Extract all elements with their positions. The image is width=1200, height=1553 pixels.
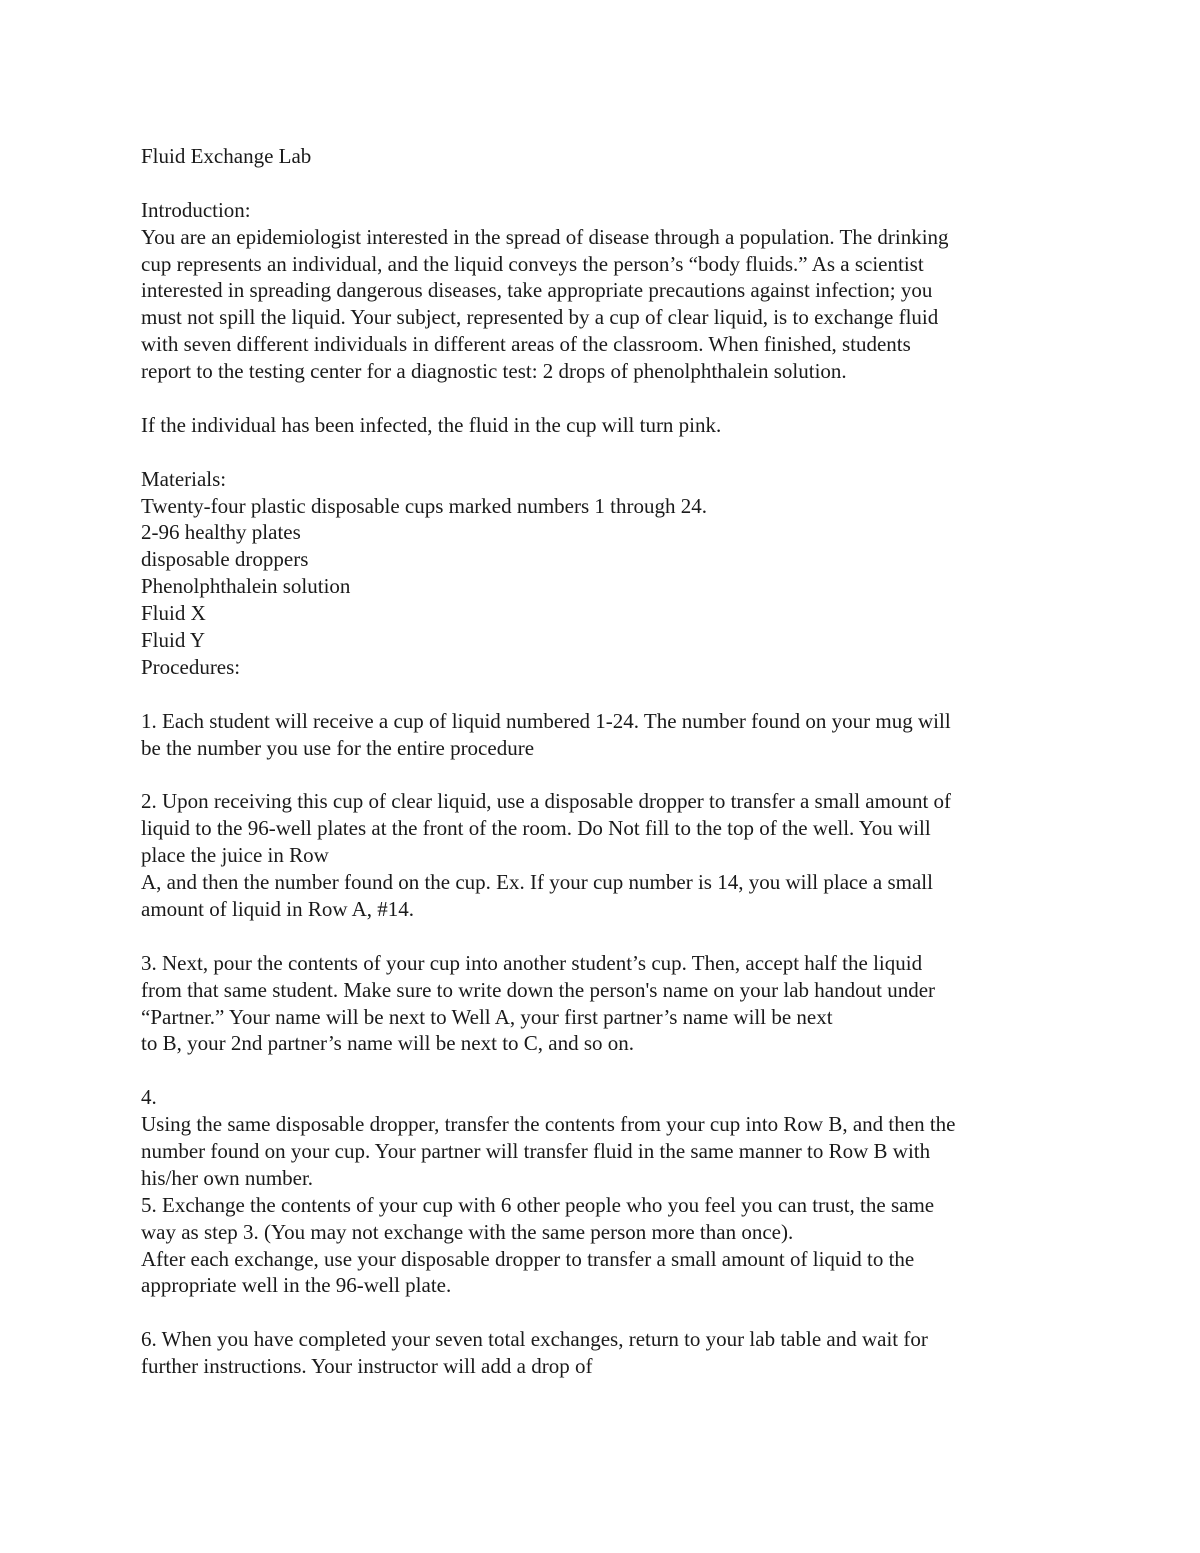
procedure-step-4 — [141, 1084, 1071, 1192]
text-line: interested in spreading dangerous diseases, take appropriate precautions against infection; you — [141, 278, 933, 303]
text-line: You are an epidemiologist interested in the spread of disease through a population. The drinking — [141, 224, 949, 249]
spacer — [141, 1057, 1071, 1084]
text-line: be the number you use for the entire procedure — [141, 735, 535, 760]
list-item: Twenty-four plastic disposable cups marked numbers 1 through 24. — [141, 493, 707, 518]
procedure-step-2 — [141, 788, 1071, 922]
procedure-step-1 — [141, 708, 1071, 762]
procedure-step-6 — [141, 1326, 1071, 1380]
introduction-heading: Introduction: — [141, 197, 251, 222]
text-line: 5. Exchange the contents of your cup with 6 other people who you feel you can trust, the same — [141, 1192, 935, 1217]
document-title: Fluid Exchange Lab — [141, 144, 312, 168]
text-line: number found on your cup. Your partner will transfer fluid in the same manner to Row B with — [141, 1138, 931, 1163]
text-line: amount of liquid in Row A, #14. — [141, 896, 414, 921]
spacer — [141, 761, 1071, 788]
list-item: Fluid Y — [141, 628, 205, 653]
text-line: 1. Each student will receive a cup of liquid numbered 1-24. The number found on your mug will — [141, 708, 951, 733]
text-line: to B, your 2nd partner’s name will be next to C, and so on. — [141, 1031, 635, 1056]
materials-heading: Materials: — [141, 466, 227, 491]
text-line: cup represents an individual, and the liquid conveys the person’s “body fluids.” As a scientist — [141, 251, 924, 276]
text-line: must not spill the liquid. Your subject, represented by a cup of clear liquid, is to exchange fluid — [141, 305, 939, 330]
introduction-paragraph — [141, 224, 1071, 385]
text-line: Using the same disposable dropper, transfer the contents from your cup into Row B, and then the — [141, 1112, 956, 1137]
text-line: appropriate well in the 96-well plate. — [141, 1273, 452, 1298]
text-line: liquid to the 96-well plates at the front of the room. Do Not fill to the top of the well. You will — [141, 816, 931, 841]
text-line: 4. — [141, 1085, 157, 1110]
spacer — [141, 923, 1071, 950]
spacer — [141, 439, 1071, 466]
spacer — [141, 385, 1071, 412]
list-item: Fluid X — [141, 601, 206, 626]
text-line: 2. Upon receiving this cup of clear liquid, use a disposable dropper to transfer a small amount of — [141, 789, 952, 814]
document-body — [141, 143, 1071, 1380]
list-item: 2-96 healthy plates — [141, 520, 301, 545]
text-line: from that same student. Make sure to write down the person's name on your lab handout under — [141, 977, 936, 1002]
text-line: with seven different individuals in different areas of the classroom. When finished, students — [141, 332, 911, 357]
spacer — [141, 1299, 1071, 1326]
materials-list — [141, 493, 1071, 654]
text-line: report to the testing center for a diagnostic test: 2 drops of phenolphthalein solution. — [141, 359, 847, 384]
procedure-step-3 — [141, 950, 1071, 1058]
text-line: his/her own number. — [141, 1165, 314, 1190]
infection-note: If the individual has been infected, the fluid in the cup will turn pink. — [141, 412, 722, 437]
text-line: place the juice in Row — [141, 843, 329, 868]
text-line: “Partner.” Your name will be next to Well A, your first partner’s name will be next — [141, 1004, 833, 1029]
spacer — [141, 681, 1071, 708]
text-line: After each exchange, use your disposable dropper to transfer a small amount of liquid to the — [141, 1246, 915, 1271]
text-line: 3. Next, pour the contents of your cup into another student’s cup. Then, accept half the liquid — [141, 950, 923, 975]
text-line: A, and then the number found on the cup. Ex. If your cup number is 14, you will place a small — [141, 870, 933, 895]
procedures-heading: Procedures: — [141, 654, 241, 679]
text-line: way as step 3. (You may not exchange with the same person more than once). — [141, 1219, 794, 1244]
list-item: Phenolphthalein solution — [141, 574, 351, 599]
list-item: disposable droppers — [141, 547, 309, 572]
text-line: 6. When you have completed your seven total exchanges, return to your lab table and wait for — [141, 1327, 928, 1352]
procedure-step-5 — [141, 1192, 1071, 1300]
spacer — [141, 170, 1071, 197]
text-line: further instructions. Your instructor will add a drop of — [141, 1354, 593, 1379]
